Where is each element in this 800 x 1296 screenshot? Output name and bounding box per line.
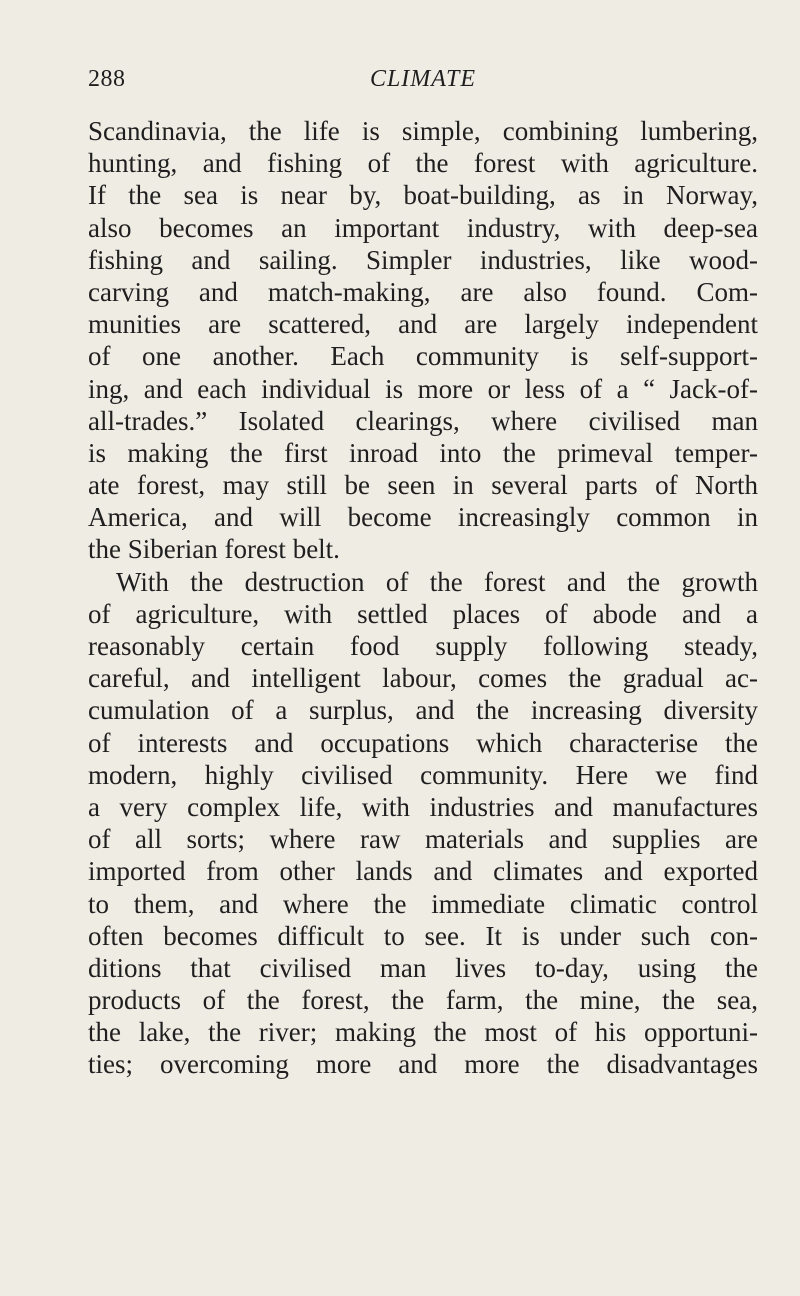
text-line: is making the first inroad into the primeval temper- (88, 437, 758, 468)
text-line: of agriculture, with settled places of abode and a (88, 598, 758, 629)
text-line: of interests and occupations which characterise the (88, 727, 758, 758)
text-line: modern, highly civilised community. Here we find (88, 759, 758, 790)
text-line: often becomes difficult to see. It is under such con- (88, 920, 758, 951)
running-title: CLIMATE (369, 66, 477, 92)
text-line: a very complex life, with industries and manufactures (88, 791, 758, 822)
text-line: to them, and where the immediate climatic control (88, 888, 758, 919)
body-text (88, 115, 758, 1081)
paragraph-last-line: the Siberian forest belt. (88, 534, 340, 565)
text-line: the lake, the river; making the most of his opportuni- (88, 1017, 758, 1048)
text-line: all-trades.” Isolated clearings, where civilised man (88, 405, 758, 436)
text-line: products of the forest, the farm, the mine, the sea, (88, 985, 758, 1016)
text-line: America, and will become increasingly common in (88, 502, 758, 533)
text-line: careful, and intelligent labour, comes the gradual ac- (88, 663, 758, 694)
text-line: hunting, and fishing of the forest with agriculture. (88, 148, 758, 179)
text-line: ditions that civilised man lives to-day, using the (88, 952, 758, 983)
text-line: ties; overcoming more and more the disadvantages (88, 1049, 758, 1080)
text-line: of one another. Each community is self-support- (88, 341, 758, 372)
text-line: ing, and each individual is more or less of a “ Jack-of- (88, 373, 758, 404)
paragraph-first-line: With the destruction of the forest and the growth (116, 566, 758, 597)
text-line: cumulation of a surplus, and the increasing diversity (88, 695, 758, 726)
text-line: imported from other lands and climates and exported (88, 856, 758, 887)
text-line: also becomes an important industry, with deep-sea (88, 212, 758, 243)
text-line: carving and match-making, are also found. Com- (88, 276, 758, 307)
text-line: fishing and sailing. Simpler industries, like wood- (88, 244, 758, 275)
text-line: ate forest, may still be seen in several parts of North (88, 470, 758, 501)
text-line: reasonably certain food supply following steady, (88, 631, 758, 661)
text-line: If the sea is near by, boat-building, as in Norway, (88, 180, 758, 211)
page-number: 288 (88, 66, 126, 92)
running-head (88, 66, 758, 106)
text-line: munities are scattered, and are largely independent (88, 309, 758, 340)
text-line: Scandinavia, the life is simple, combining lumbering, (88, 116, 758, 146)
text-line: of all sorts; where raw materials and supplies are (88, 824, 758, 855)
